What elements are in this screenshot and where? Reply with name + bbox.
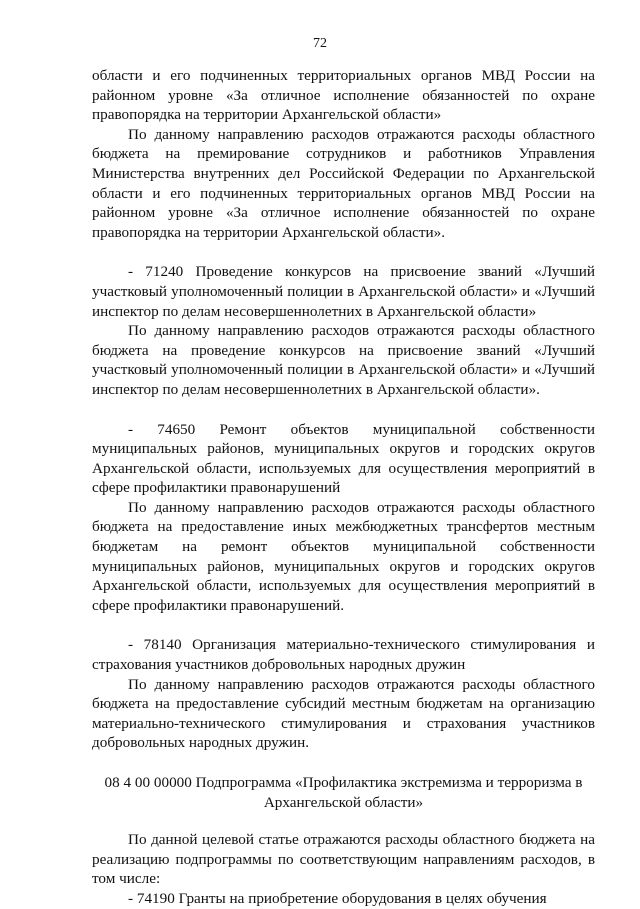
- expense-item-74650: - 74650 Ремонт объектов муниципальной собственности муниципальных районов, муниципальных округов и городских округов Архангельской области, используемых для осуществления мероприятий в сфере профилактики правонарушений: [92, 420, 595, 497]
- paragraph: По данному направлению расходов отражаются расходы областного бюджета на предоставление субсидий местным бюджетам на организацию материально-технического стимулирования и страхования участников добровольных народных дружин.: [92, 675, 595, 752]
- paragraph: По данному направлению расходов отражаются расходы областного бюджета на предоставление иных межбюджетных трансфертов местным бюджетам на ремонт объектов муниципальной собственности муниципальных районов, муниципальных округов и городских округов Архангельской области, используемых для осуществления мероприятий в сфере профилактики правонарушений.: [92, 498, 595, 614]
- subprogram-heading: 08 4 00 00000 Подпрограмма «Профилактика экстремизма и терроризма в Архангельской области»: [104, 774, 583, 811]
- paragraph: По данной целевой статье отражаются расходы областного бюджета на реализацию подпрограммы по соответствующим направлениям расходов, в том числе:: [92, 831, 595, 888]
- paragraph: По данному направлению расходов отражаются расходы областного бюджета на премирование сотрудников и работников Управления Министерства внутренних дел Российской Федерации по Архангельской области и его подчиненных территориальных органов МВД России на районном уровне «За отличное исполнение обязанностей по охране правопорядка на территории Архангельской области».: [92, 125, 595, 241]
- paragraph: области и его подчиненных территориальных органов МВД России на районном уровне «За отличное исполнение обязанностей по охране правопорядка на территории Архангельской области»: [92, 67, 595, 124]
- document-body: [92, 66, 595, 909]
- paragraph: По данному направлению расходов отражаются расходы областного бюджета на проведение конкурсов на присвоение званий «Лучший участковый уполномоченный полиции в Архангельской области» и «Лучший инспектор по делам несовершеннолетних в Архангельской области».: [92, 322, 595, 398]
- expense-item-78140: - 78140 Организация материально-технического стимулирования и страхования участников добровольных народных дружин: [92, 636, 595, 674]
- expense-item-74190: - 74190 Гранты на приобретение оборудования в целях обучения: [128, 889, 547, 907]
- page-number: 72: [313, 36, 327, 51]
- expense-item-71240: - 71240 Проведение конкурсов на присвоение званий «Лучший участковый уполномоченный полиции в Архангельской области» и «Лучший инспектор по делам несовершеннолетних в Архангельской области»: [92, 263, 595, 320]
